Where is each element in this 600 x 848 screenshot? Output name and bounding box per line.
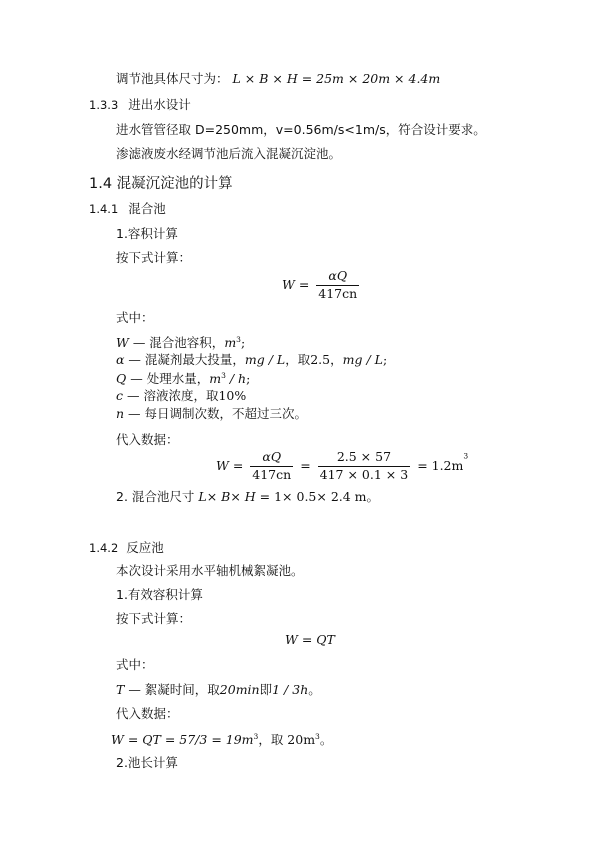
def-sup: 3 (236, 335, 241, 344)
inlet-pipe-paragraph: 进水管管径取 D=250mm，v=0.56m/s<1m/s，符合设计要求。 (116, 122, 486, 137)
react-step-2: 2.池长计算 (116, 755, 178, 770)
def-symbol: n (116, 406, 125, 421)
heading-number: 1.4.1 (89, 202, 119, 216)
mix-step-1: 1.容积计算 (116, 226, 178, 241)
def-tail: ，取2.5， (285, 352, 343, 367)
def-text: — 絮凝时间，取 (124, 682, 220, 697)
def-tail: ; (240, 335, 246, 350)
def-symbol: c (116, 388, 124, 403)
heading-1-3-3 (89, 99, 191, 112)
react-substitute: 代入数据： (116, 706, 179, 721)
heading-number: 1.4 (89, 176, 113, 192)
fraction-numerator: αQ (328, 268, 348, 283)
step-value: = 1× 0.5× 2.4 m。 (255, 489, 380, 504)
fraction-denominator: 417cn (318, 285, 358, 301)
step-label: 2. 混合池尺寸 (116, 489, 195, 504)
fraction-numerator: 2.5 × 57 (336, 449, 392, 464)
react-calc-by: 按下式计算： (116, 611, 192, 626)
react-intro: 本次设计采用水平轴机械絮凝池。 (116, 563, 304, 578)
react-step-1: 1.有效容积计算 (116, 587, 203, 602)
def-text: — 混合池容积， (128, 335, 225, 350)
formula-lhs: W = (282, 276, 310, 292)
result-tail: ，取 20m (258, 732, 316, 747)
def-value: 20min (219, 682, 260, 697)
def-T (116, 684, 321, 697)
result-end: 。 (319, 732, 333, 747)
def-c (116, 390, 246, 403)
def-symbol: T (116, 682, 125, 697)
formula-result-sup: 3 (463, 451, 469, 461)
mix-where: 式中： (116, 310, 154, 325)
def-value-2: 1 / 3h (272, 682, 309, 697)
heading-number: 1.4.2 (89, 541, 119, 555)
def-n (116, 408, 307, 421)
formula-result: = 1.2m (417, 457, 464, 473)
result-formula: W = QT = 57/3 = 19m (111, 732, 254, 747)
react-where: 式中： (116, 657, 154, 672)
def-unit-b: / h (225, 371, 247, 386)
heading-1-4-2 (89, 542, 164, 555)
step-formula: L× B× H (198, 489, 256, 504)
def-mid: 即 (259, 682, 273, 697)
react-result (111, 733, 332, 747)
mix-substitute: 代入数据： (116, 432, 179, 447)
def-unit: m (224, 335, 237, 350)
def-sup: 3 (221, 371, 226, 380)
heading-title: 混凝沉淀池的计算 (116, 176, 233, 192)
formula-fraction-2 (318, 451, 411, 481)
def-text: — 每日调制次数，不超过三次。 (124, 406, 308, 421)
def-tail-2: ; (382, 352, 388, 367)
def-W (116, 336, 245, 350)
result-sup: 3 (253, 732, 259, 741)
heading-title: 混合池 (128, 201, 166, 216)
def-tail: 。 (308, 682, 321, 697)
def-symbol: Q (116, 371, 127, 386)
heading-1-4-1 (89, 203, 166, 216)
tank-dimensions-line (116, 73, 440, 86)
formula-fraction (316, 270, 359, 300)
mix-volume-formula (282, 270, 362, 300)
tank-dimensions-label: 调节池具体尺寸为： (116, 71, 229, 86)
heading-number: 1.3.3 (89, 98, 119, 112)
mix-step-2 (116, 491, 379, 504)
fraction-denominator: 417 × 0.1 × 3 (319, 466, 409, 482)
heading-title: 反应池 (126, 540, 164, 555)
def-text: — 混凝剂最大投量， (124, 352, 245, 367)
def-symbol: α (116, 352, 125, 367)
formula-fraction-1 (250, 451, 293, 481)
fraction-denominator: 417cn (252, 466, 292, 482)
mix-calc-by: 按下式计算： (116, 250, 192, 265)
fraction-numerator: αQ (262, 449, 282, 464)
def-text: — 溶液浓度，取10% (123, 388, 247, 403)
def-unit: mg / L (244, 352, 286, 367)
flow-to-paragraph: 渗滤液废水经调节池后流入混凝沉淀池。 (116, 146, 342, 161)
def-tail: ; (246, 371, 251, 386)
def-symbol: W (116, 335, 129, 350)
heading-1-4 (89, 177, 233, 192)
def-alpha (116, 354, 387, 367)
mix-substituted-formula: W = $\frac{\alpha Q}{417cn}$ = $\frac{2.5 \times 57}{417 \times 0.1 \times 3}$ = $1.2m^3$ (216, 449, 469, 482)
def-text: — 处理水量， (126, 371, 210, 386)
formula-lhs: W = (216, 457, 244, 473)
heading-title: 进出水设计 (128, 97, 191, 112)
react-volume-formula: W = QT (285, 632, 335, 647)
result-tail-sup: 3 (315, 732, 320, 741)
def-unit: m (209, 371, 222, 386)
def-Q (116, 372, 250, 386)
def-unit-2: mg / L (342, 352, 383, 367)
tank-dimensions-formula: L × B × H = 25m × 20m × 4.4m (232, 71, 441, 86)
